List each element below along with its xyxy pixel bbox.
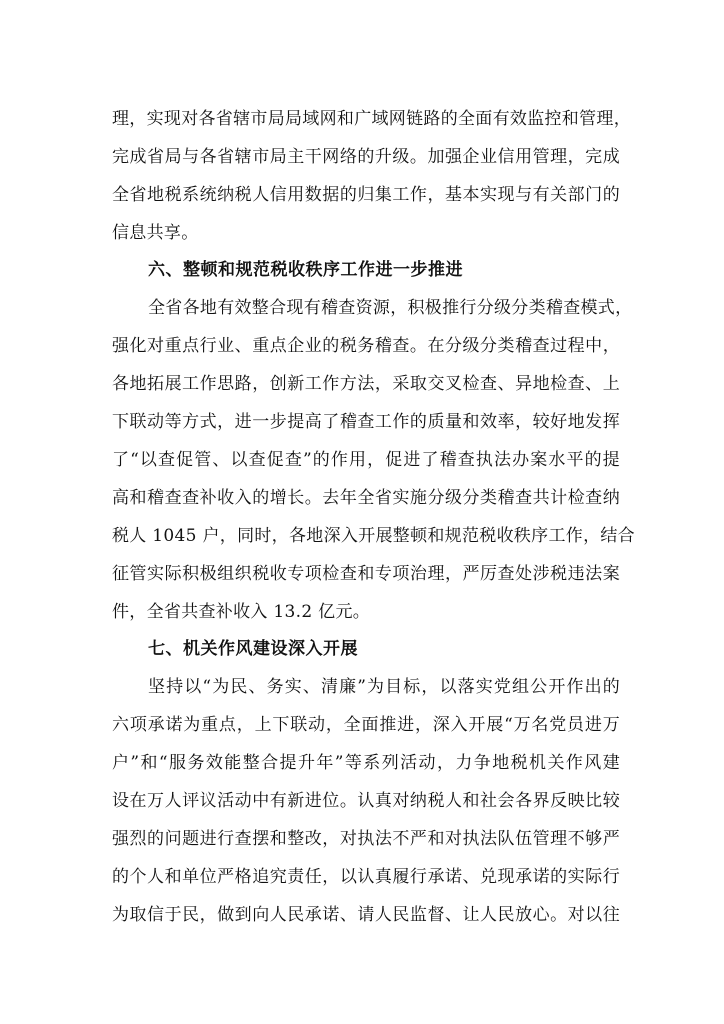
paragraph-line: 户”和“服务效能整合提升年”等系列活动，力争地税机关作风建 [112, 753, 620, 773]
paragraph-line: 强烈的问题进行查摆和整改，对执法不严和对执法队伍管理不够严 [112, 829, 620, 849]
paragraph-line: 税人 1045 户，同时，各地深入开展整顿和规范税收秩序工作，结合 [112, 526, 635, 546]
section-heading-6: 六、整顿和规范税收秩序工作进一步推进 [148, 260, 463, 280]
paragraph-line: 信息共享。 [112, 223, 199, 243]
paragraph-line: 坚持以“为民、务实、清廉”为目标，以落实党组公开作出的 [148, 677, 620, 697]
paragraph-line: 征管实际积极组织税收专项检查和专项治理，严厉查处涉税违法案 [112, 564, 620, 584]
paragraph-line: 的个人和单位严格追究责任，以认真履行承诺、兑现承诺的实际行 [112, 867, 620, 887]
paragraph-line: 高和稽查查补收入的增长。去年全省实施分级分类稽查共计检查纳 [112, 488, 620, 508]
paragraph-line: 六项承诺为重点，上下联动，全面推进，深入开展“万名党员进万 [112, 715, 620, 735]
paragraph-line: 了“以查促管、以查促查”的作用，促进了稽查执法办案水平的提 [112, 450, 620, 470]
paragraph-line: 理，实现对各省辖市局局域网和广域网链路的全面有效监控和管理， [112, 109, 631, 129]
paragraph-line: 完成省局与各省辖市局主干网络的升级。加强企业信用管理，完成 [112, 147, 620, 167]
paragraph-line: 设在万人评议活动中有新进位。认真对纳税人和社会各界反映比较 [112, 791, 620, 811]
paragraph-line: 各地拓展工作思路，创新工作方法，采取交叉检查、异地检查、上 [112, 374, 620, 394]
paragraph-line: 件，全省共查补收入 13.2 亿元。 [112, 602, 371, 622]
section-heading-7: 七、机关作风建设深入开展 [148, 639, 358, 659]
paragraph-line: 下联动等方式，进一步提高了稽查工作的质量和效率，较好地发挥 [112, 412, 620, 432]
paragraph-line: 为取信于民，做到向人民承诺、请人民监督、让人民放心。对以往 [112, 905, 620, 925]
paragraph-line: 强化对重点行业、重点企业的税务稽查。在分级分类稽查过程中， [112, 336, 620, 356]
paragraph-line: 全省地税系统纳税人信用数据的归集工作，基本实现与有关部门的 [112, 185, 620, 205]
paragraph-line: 全省各地有效整合现有稽查资源，积极推行分级分类稽查模式， [148, 298, 633, 318]
